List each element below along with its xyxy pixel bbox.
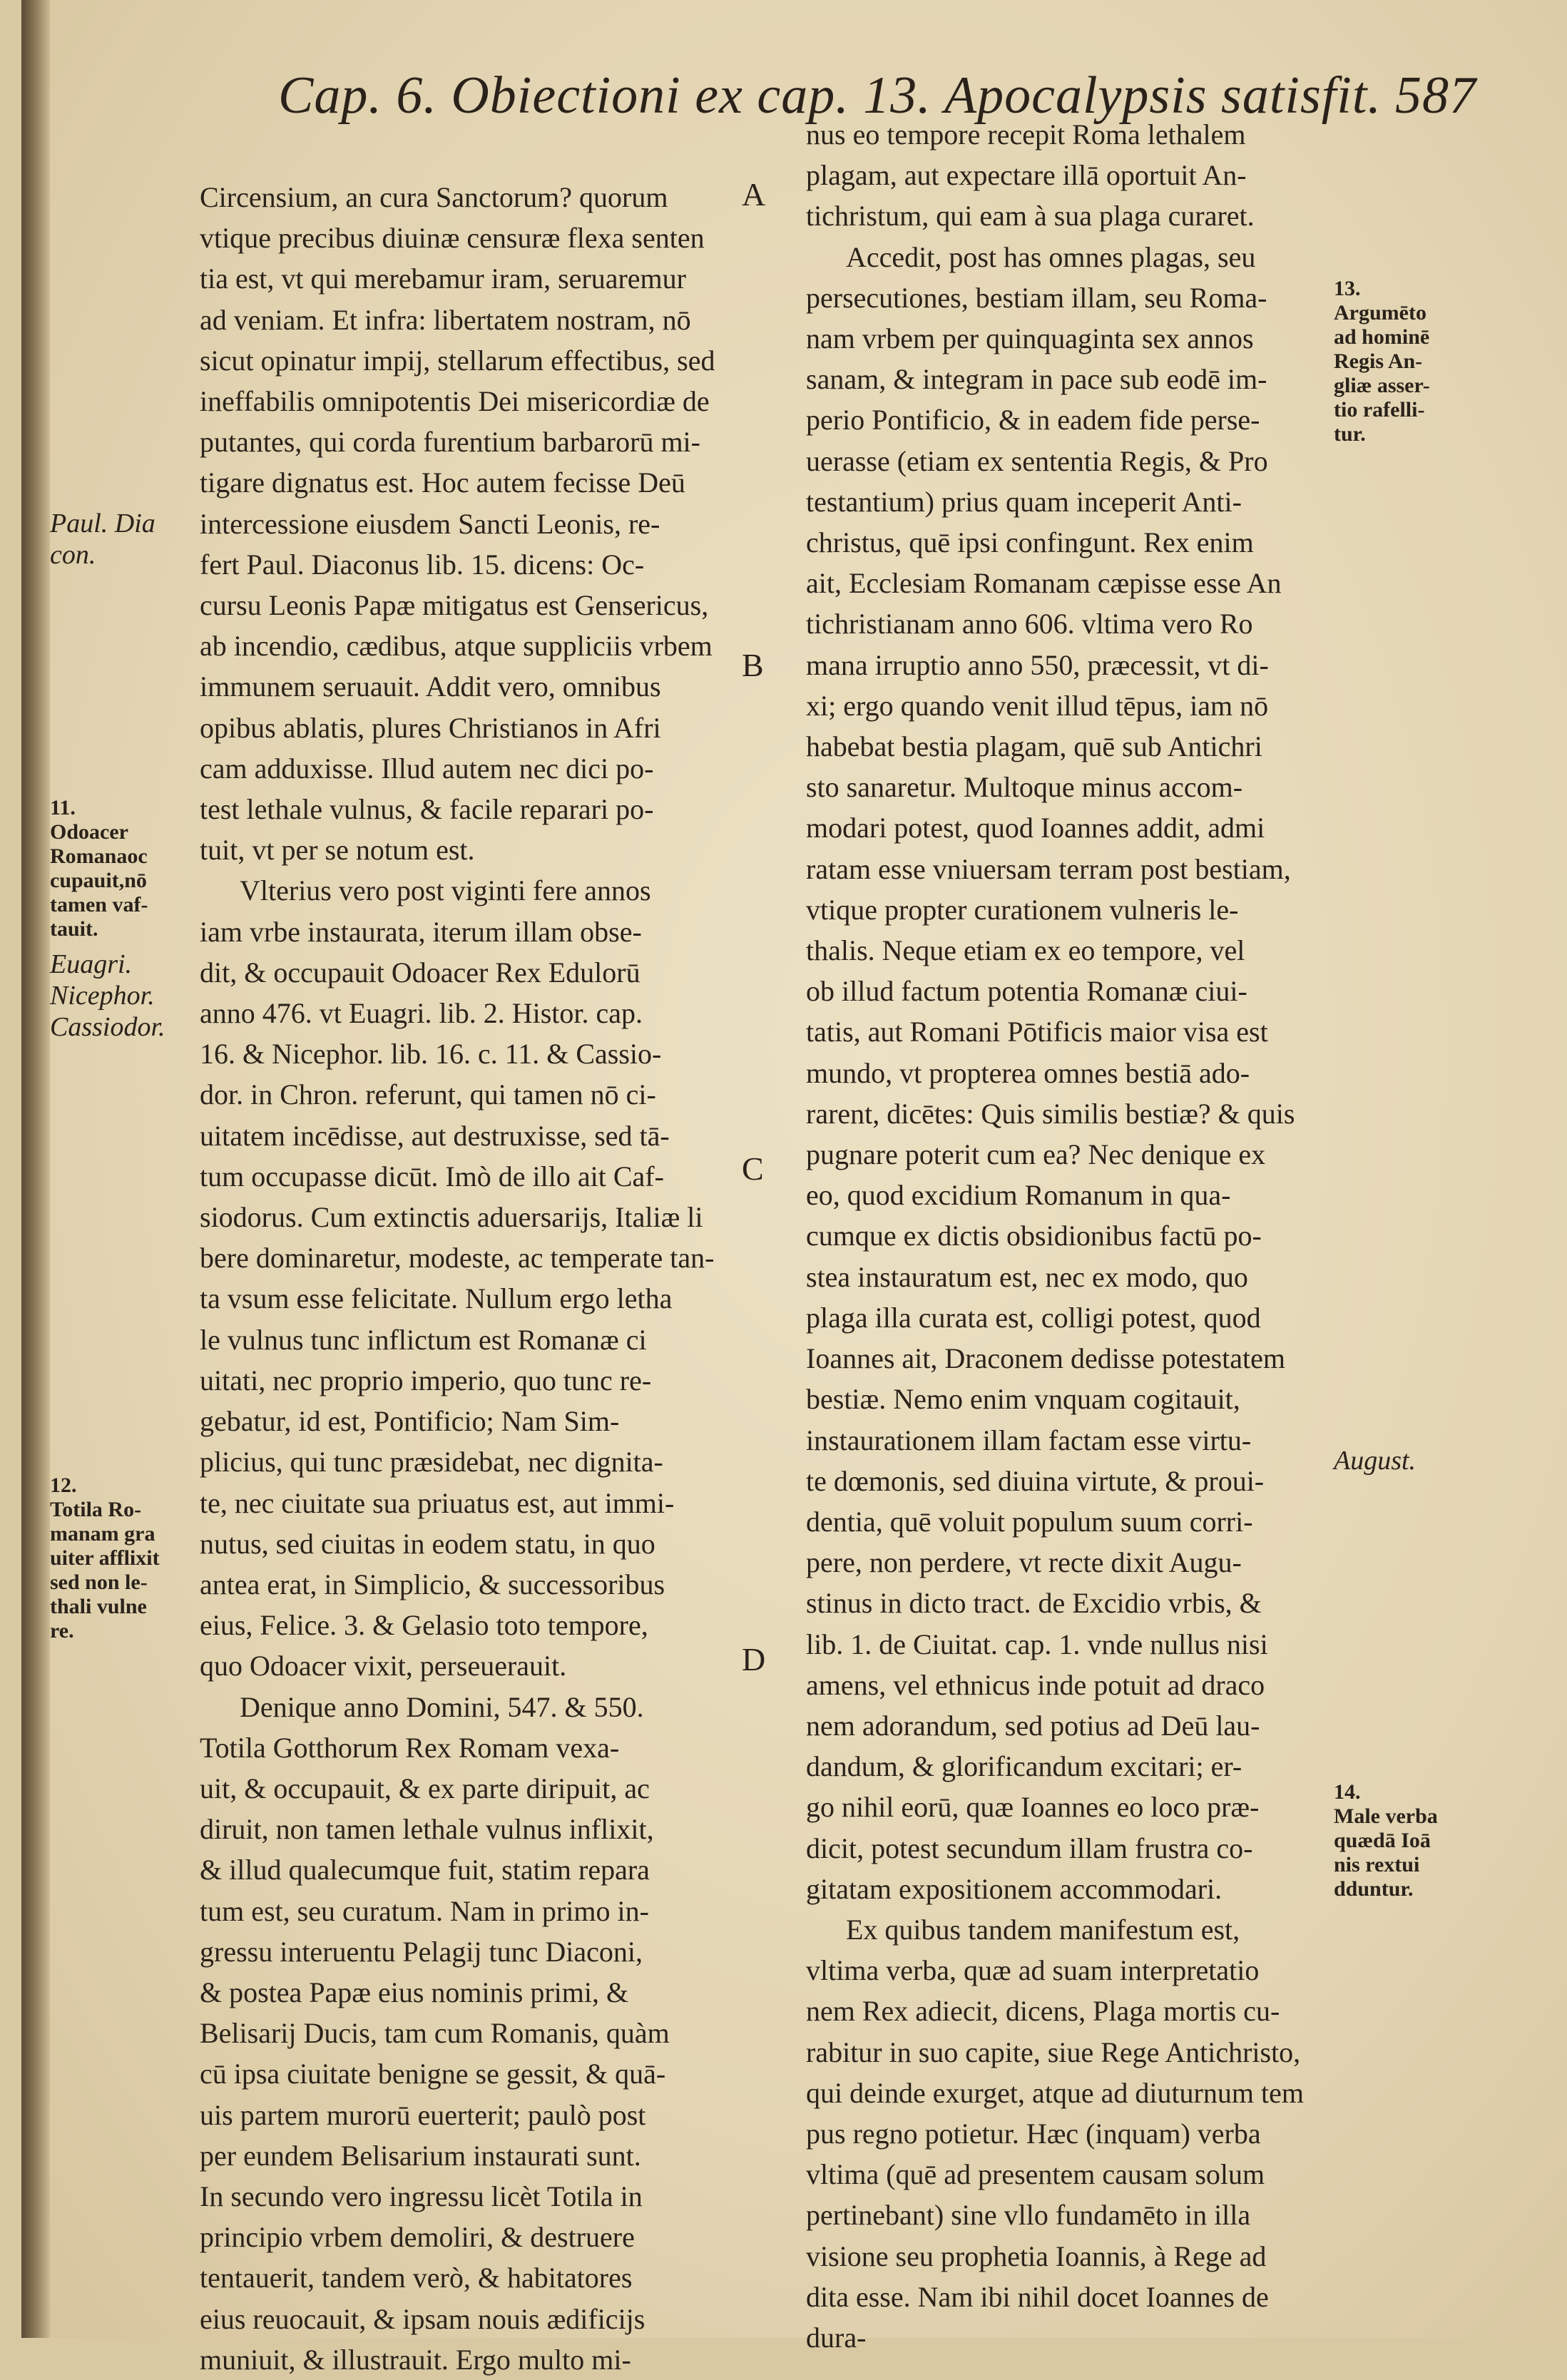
- text-line: sto sanaretur. Multoque minus accom-: [806, 771, 1243, 804]
- text-line: mana irruptio anno 550, præcessit, vt di-: [806, 648, 1269, 681]
- right-text-column: [806, 114, 1337, 2358]
- margin-note-line: Regis An-: [1334, 349, 1423, 373]
- text-line: pugnare poterit cum ea? Nec denique ex: [806, 1138, 1266, 1171]
- text-line: uit, & occupauit, & ex parte diripuit, ac: [200, 1772, 650, 1804]
- text-line: uitati, nec proprio imperio, quo tunc re-: [200, 1364, 652, 1396]
- text-line: gressu interuentu Pelagij tunc Diaconi,: [200, 1935, 643, 1968]
- margin-note-line: ad hominē: [1334, 325, 1430, 349]
- text-line: visione seu prophetia Ioannis, à Rege ad: [806, 2239, 1267, 2272]
- text-line: fert Paul. Diaconus lib. 15. dicens: Oc-: [200, 548, 645, 581]
- margin-note-line: sed non le-: [50, 1571, 148, 1594]
- text-line: antea erat, in Simplicio, & successoribus: [200, 1568, 665, 1600]
- text-line: uis partem murorū euerterit; paulò post: [200, 2098, 646, 2131]
- text-line: gebatur, id est, Pontificio; Nam Sim-: [200, 1405, 620, 1438]
- text-line: per eundem Belisarium instaurati sunt.: [200, 2139, 641, 2172]
- margin-note-line: Odoacer: [50, 820, 128, 844]
- text-line: pus regno potietur. Hæc (inquam) verba: [806, 2117, 1261, 2150]
- section-letter-d: D: [742, 1641, 766, 1677]
- text-line: ait, Ecclesiam Romanam cæpisse esse An: [806, 567, 1282, 600]
- text-line: tigare dignatus est. Hoc autem fecisse Deū: [200, 466, 685, 499]
- text-line: te dœmonis, sed diuina virtute, & proui-: [806, 1464, 1265, 1497]
- text-line: ta vsum esse felicitate. Nullum ergo letha: [200, 1282, 673, 1315]
- text-line: pere, non perdere, vt recte dixit Augu-: [806, 1546, 1242, 1579]
- text-line: tichristum, qui eam à sua plaga curaret.: [806, 200, 1255, 233]
- text-line: dentia, quē voluit populum suum corri-: [806, 1505, 1253, 1538]
- text-line: muniuit, & illustrauit. Ergo multo mi-: [200, 2343, 631, 2376]
- margin-note-line: tauit.: [50, 917, 98, 941]
- text-line: christus, quē ipsi confingunt. Rex enim: [806, 526, 1254, 559]
- text-line: Ioannes ait, Draconem dedisse potestatem: [806, 1342, 1285, 1375]
- text-line: nem adorandum, sed potius ad Deū lau-: [806, 1709, 1260, 1742]
- text-line: immunem seruauit. Addit vero, omnibus: [200, 670, 661, 703]
- margin-note-line: manam gra: [50, 1522, 155, 1546]
- text-line: tentauerit, tandem verò, & habitatores: [200, 2262, 633, 2294]
- margin-note-line: 14.: [1334, 1780, 1361, 1804]
- text-line: vtique precibus diuinæ censuræ flexa senten: [200, 222, 705, 255]
- text-line: lib. 1. de Ciuitat. cap. 1. vnde nullus nisi: [806, 1628, 1268, 1660]
- margin-note-line: uiter afflixit: [50, 1546, 160, 1570]
- text-line: ad veniam. Et infra: libertatem nostram, nō: [200, 303, 691, 336]
- text-line: tatis, aut Romani Pōtificis maior visa est: [806, 1016, 1268, 1048]
- text-line: vltima (quē ad presentem causam solum: [806, 2158, 1265, 2191]
- text-line: ab incendio, cædibus, atque suppliciis vrbem: [200, 630, 713, 663]
- text-line: principio vrbem demoliri, & destruere: [200, 2221, 635, 2254]
- margin-note-paul-diacon: [50, 508, 155, 571]
- text-line: tum occupasse dicūt. Imò de illo ait Caf-: [200, 1160, 664, 1192]
- text-line: cam adduxisse. Illud autem nec dici po-: [200, 752, 654, 785]
- margin-note-line: thali vulne: [50, 1595, 147, 1618]
- text-line: Accedit, post has omnes plagas, seu: [846, 240, 1256, 273]
- text-line: ratam esse vniuersam terram post bestiam,: [806, 852, 1291, 885]
- text-line: iam vrbe instaurata, iterum illam obse-: [200, 915, 642, 948]
- margin-note-line: Argumēto: [1334, 301, 1426, 325]
- text-line: dita esse. Nam ibi nihil docet Ioannes de: [806, 2280, 1269, 2313]
- margin-note-line: 11.: [50, 796, 76, 819]
- text-line: nutus, sed ciuitas in eodem statu, in quo: [200, 1527, 655, 1560]
- book-page: [21, 0, 1567, 2376]
- text-line: intercessione eiusdem Sancti Leonis, re-: [200, 507, 660, 540]
- section-letter-a: A: [742, 176, 766, 213]
- text-line: Ex quibus tandem manifestum est,: [846, 1913, 1240, 1946]
- margin-note-line: Romanaoc: [50, 844, 148, 868]
- margin-note-line: con.: [50, 540, 96, 570]
- margin-note-line: Paul. Dia: [50, 509, 155, 538]
- text-line: rarent, dicētes: Quis similis bestiæ? & quis: [806, 1097, 1295, 1130]
- text-line: dicit, potest secundum illam frustra co-: [806, 1832, 1253, 1864]
- text-line: amens, vel ethnicus inde potuit ad draco: [806, 1668, 1265, 1701]
- margin-note-line: 12.: [50, 1474, 77, 1497]
- text-line: cū ipsa ciuitate benigne se gessit, & quā-: [200, 2058, 666, 2090]
- text-line: bestiæ. Nemo enim vnquam cogitauit,: [806, 1383, 1240, 1416]
- text-line: le vulnus tunc inflictum est Romanæ ci: [200, 1323, 647, 1356]
- text-line: vltima verba, quæ ad suam interpretatio: [806, 1954, 1260, 1987]
- text-line: stea instauratum est, nec ex modo, quo: [806, 1260, 1248, 1293]
- text-line: habebat bestia plagam, quē sub Antichri: [806, 730, 1262, 763]
- text-line: diruit, non tamen lethale vulnus inflixit,: [200, 1813, 654, 1846]
- margin-note-line: gliæ asser-: [1334, 374, 1430, 397]
- text-line: nem Rex adiecit, dicens, Plaga mortis cu-: [806, 1995, 1280, 2028]
- text-line: persecutiones, bestiam illam, seu Roma-: [806, 281, 1267, 314]
- margin-note-line: Male verba: [1334, 1804, 1438, 1828]
- text-line: thalis. Neque etiam ex eo tempore, vel: [806, 934, 1245, 967]
- margin-note-totila: [50, 1474, 160, 1643]
- text-line: uitatem incēdisse, aut destruxisse, sed tā-: [200, 1119, 670, 1152]
- text-line: vtique propter curationem vulneris le-: [806, 893, 1239, 926]
- text-line: Totila Gotthorum Rex Romam vexa-: [200, 1731, 620, 1764]
- text-line: In secundo vero ingressu licèt Totila in: [200, 2180, 643, 2212]
- text-line: opibus ablatis, plures Christianos in Afri: [200, 711, 661, 744]
- text-line: Vlterius vero post viginti fere annos: [240, 874, 651, 907]
- text-line: putantes, qui corda furentium barbarorū mi-: [200, 426, 700, 459]
- text-line: plaga illa curata est, colligi potest, quod: [806, 1301, 1261, 1334]
- text-line: 16. & Nicephor. lib. 16. c. 11. & Cassio-: [200, 1038, 662, 1071]
- text-line: test lethale vulnus, & facile reparari po-: [200, 793, 654, 826]
- section-letter-b: B: [742, 647, 764, 683]
- margin-note-line: tur.: [1334, 422, 1366, 446]
- text-line: ob illud factum potentia Romanæ ciui-: [806, 975, 1247, 1008]
- margin-note-line: 13.: [1334, 277, 1361, 300]
- margin-note-line: re.: [50, 1619, 74, 1643]
- text-line: eius reuocauit, & ipsam nouis ædificijs: [200, 2302, 645, 2335]
- text-line: pertinebant) sine vllo fundamēto in illa: [806, 2199, 1251, 2232]
- text-line: testantium) prius quam inceperit Anti-: [806, 485, 1242, 518]
- text-line: te, nec ciuitate sua priuatus est, aut immi-: [200, 1486, 675, 1519]
- text-line: mundo, vt propterea omnes bestiā ado-: [806, 1056, 1250, 1089]
- text-line: plicius, qui tunc præsidebat, nec dignita-: [200, 1446, 663, 1478]
- text-line: bere dominaretur, modeste, ac temperate tan-: [200, 1242, 715, 1275]
- section-letter-c: C: [742, 1150, 764, 1187]
- text-line: siodorus. Cum extinctis aduersarijs, Italiæ li: [200, 1201, 703, 1234]
- text-line: Belisarij Ducis, tam cum Romanis, quàm: [200, 2017, 670, 2050]
- text-line: dit, & occupauit Odoacer Rex Edulorū: [200, 956, 640, 989]
- margin-note-line: Nicephor.: [50, 981, 155, 1011]
- text-line: tuit, vt per se notum est.: [200, 834, 475, 867]
- margin-note-line: Totila Ro-: [50, 1498, 142, 1521]
- text-line: cumque ex dictis obsidionibus factū po-: [806, 1220, 1262, 1252]
- text-line: gitatam expositionem accommodari.: [806, 1872, 1223, 1905]
- text-line: cursu Leonis Papæ mitigatus est Gensericus,: [200, 589, 709, 622]
- text-line: & postea Papæ eius nominis primi, &: [200, 1976, 629, 2008]
- margin-note-argumento: [1334, 277, 1430, 446]
- text-line: dandum, & glorificandum excitari; er-: [806, 1750, 1242, 1783]
- text-line: tia est, vt qui merebamur iram, seruaremur: [200, 262, 686, 295]
- text-line: dor. in Chron. referunt, qui tamen nō ci-: [200, 1078, 656, 1111]
- text-line: & illud qualecumque fuit, statim repara: [200, 1854, 650, 1886]
- text-line: tum est, seu curatum. Nam in primo in-: [200, 1894, 649, 1927]
- text-line: perio Pontificio, & in eadem fide perse-: [806, 404, 1260, 436]
- margin-note-line: Euagri.: [50, 949, 133, 979]
- text-line: eo, quod excidium Romanum in qua-: [806, 1179, 1231, 1212]
- margin-note-line: nis rextui: [1334, 1853, 1420, 1876]
- text-line: modari potest, quod Ioannes addit, admi: [806, 812, 1265, 844]
- binding-shadow: [21, 0, 50, 2338]
- text-line: sanam, & integram in pace sub eodē im-: [806, 363, 1267, 396]
- margin-note-sources: [50, 949, 165, 1043]
- text-line: tichristianam anno 606. vltima vero Ro: [806, 608, 1253, 640]
- margin-note-line: August.: [1334, 1446, 1417, 1476]
- margin-note-odoacer: [50, 796, 148, 941]
- text-line: plagam, aut expectare illā oportuit An-: [806, 159, 1247, 192]
- text-line: ineffabilis omnipotentis Dei misericordiæ de: [200, 385, 710, 418]
- margin-note-line: dduntur.: [1334, 1877, 1414, 1901]
- margin-note-august: [1334, 1445, 1416, 1476]
- text-line: sicut opinatur impij, stellarum effectibus, sed: [200, 344, 715, 377]
- margin-note-line: quædā Ioā: [1334, 1829, 1431, 1852]
- left-text-column: [200, 177, 792, 2380]
- text-line: xi; ergo quando venit illud tēpus, iam nō: [806, 689, 1269, 722]
- text-line: qui deinde exurget, atque ad diuturnum tem: [806, 2076, 1304, 2109]
- text-line: dura-: [806, 2321, 867, 2354]
- text-line: anno 476. vt Euagri. lib. 2. Histor. cap.: [200, 997, 643, 1030]
- text-line: Denique anno Domini, 547. & 550.: [240, 1690, 644, 1723]
- text-line: nam vrbem per quinquaginta sex annos: [806, 322, 1254, 355]
- margin-note-line: cupauit,nō: [50, 869, 147, 892]
- text-line: nus eo tempore recepit Roma lethalem: [806, 118, 1246, 150]
- margin-note-line: tio rafelli-: [1334, 398, 1425, 422]
- text-line: instaurationem illam factam esse virtu-: [806, 1424, 1252, 1456]
- text-line: Circensium, an cura Sanctorum? quorum: [200, 181, 668, 213]
- text-line: quo Odoacer vixit, perseuerauit.: [200, 1650, 567, 1682]
- margin-note-line: Cassiodor.: [50, 1012, 165, 1042]
- folio-number: 587: [1395, 66, 1476, 125]
- text-line: rabitur in suo capite, siue Rege Antichristo,: [806, 2036, 1301, 2068]
- text-line: go nihil eorū, quæ Ioannes eo loco præ-: [806, 1791, 1260, 1824]
- header-title: Cap. 6. Obiectioni ex cap. 13. Apocalypsis satisfit.: [278, 66, 1382, 125]
- text-line: stinus in dicto tract. de Excidio vrbis, &: [806, 1587, 1262, 1620]
- margin-note-line: tamen vaf-: [50, 893, 148, 916]
- margin-note-male-verba: [1334, 1780, 1438, 1901]
- text-line: uerasse (etiam ex sententia Regis, & Pro: [806, 444, 1268, 477]
- text-line: eius, Felice. 3. & Gelasio toto tempore,: [200, 1609, 648, 1642]
